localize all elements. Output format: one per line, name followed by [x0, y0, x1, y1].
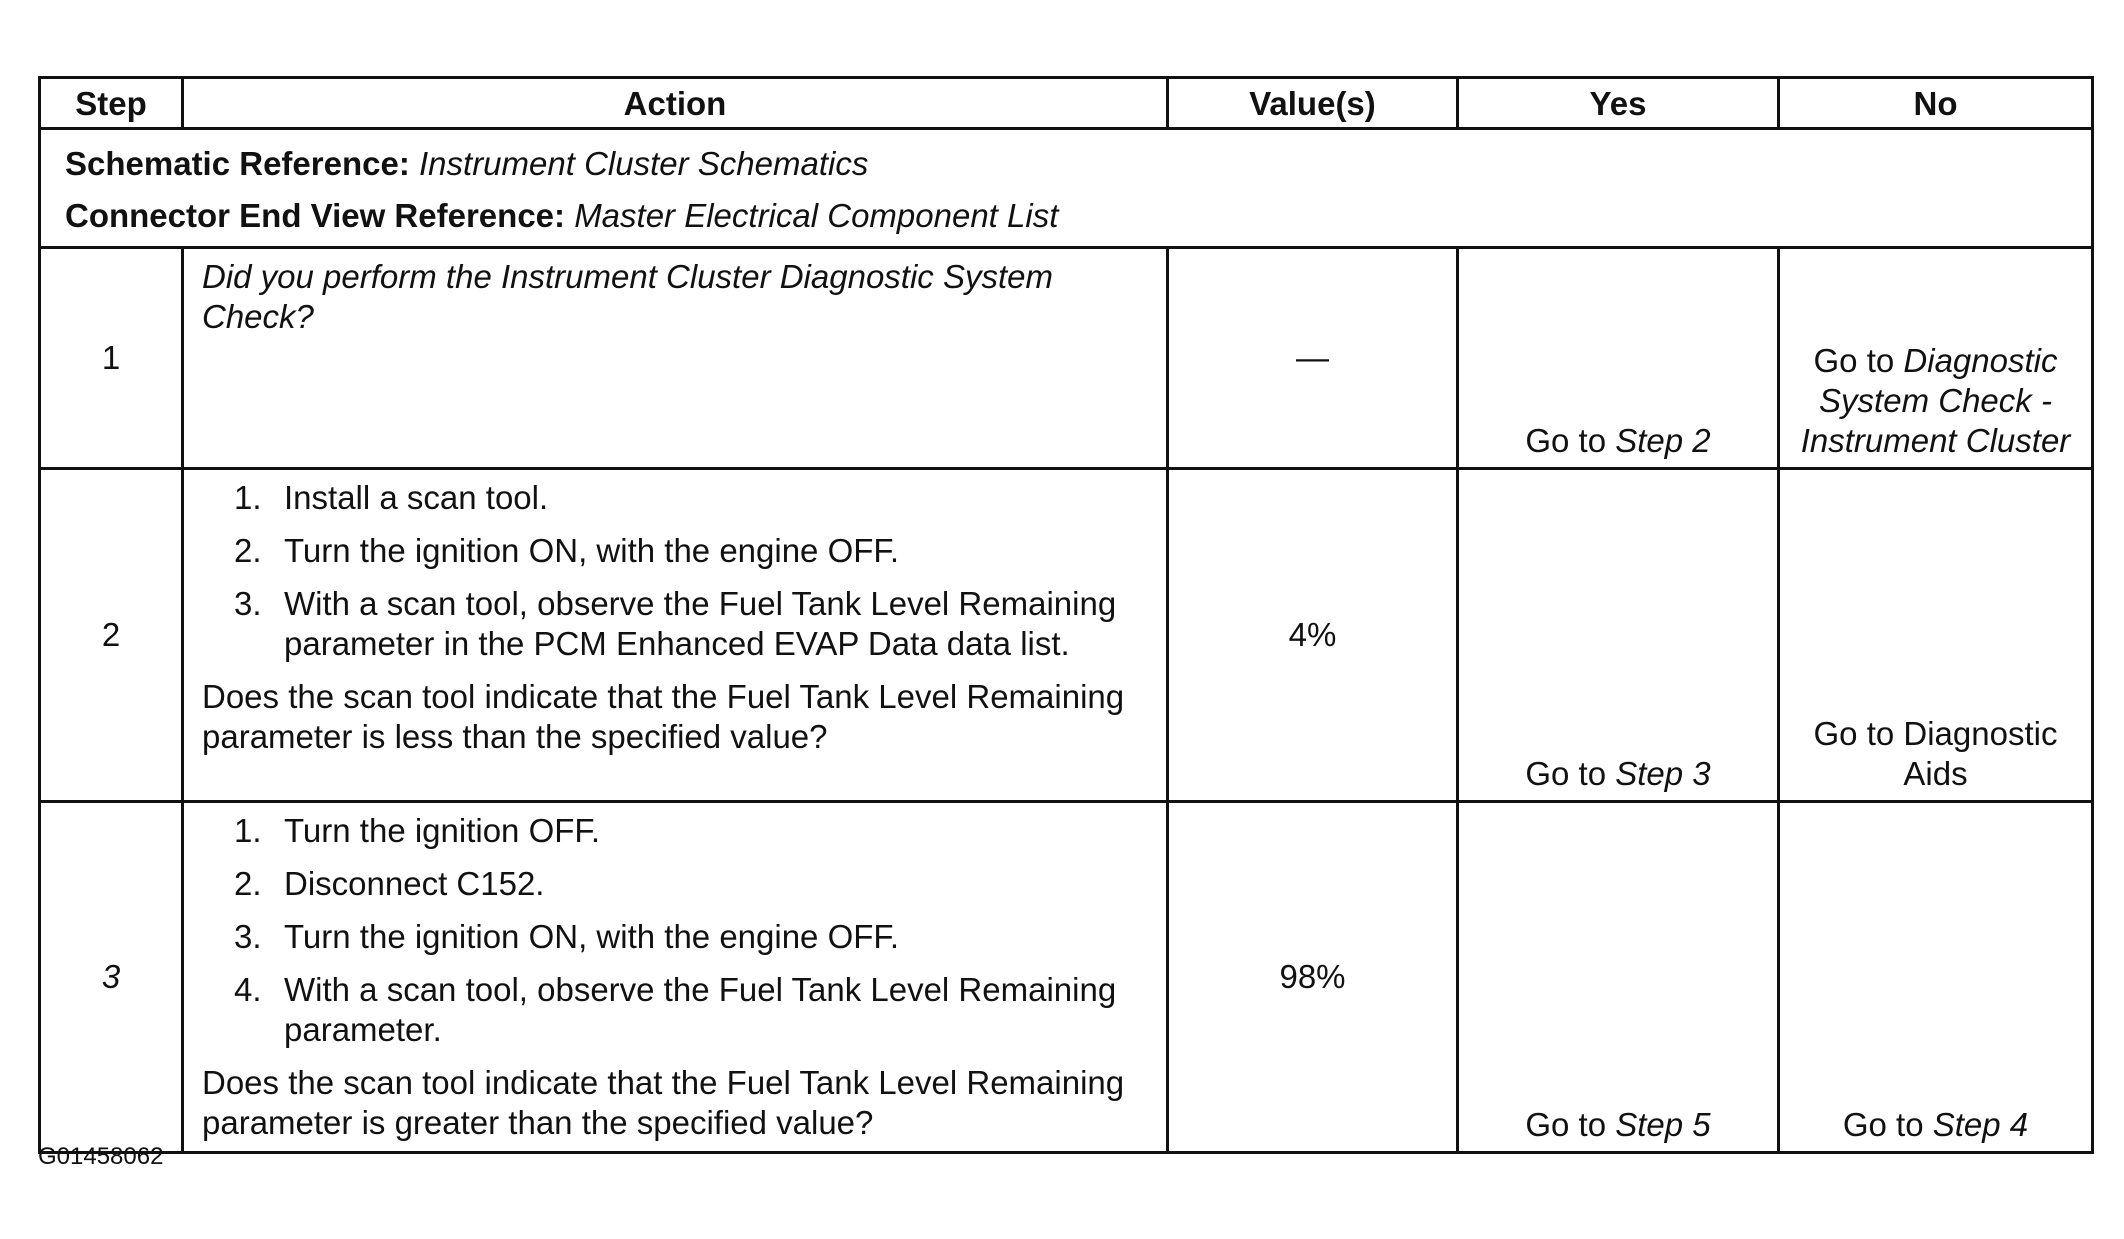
schematic-reference	[65, 138, 2091, 190]
yes-cell	[1458, 469, 1779, 802]
no-diagnostic-link[interactable]: Diagnostic System Check - Instrument Cluster	[1800, 342, 2071, 459]
table-row-step-3	[40, 802, 2093, 1153]
no-cell	[1779, 802, 2093, 1153]
yes-cell	[1458, 248, 1779, 469]
action-item-number: 1.	[234, 812, 262, 849]
action-question: Does the scan tool indicate that the Fuel Tank Level Remaining parameter is less than the specified value?	[202, 678, 1125, 755]
action-item	[202, 811, 1146, 851]
step-number: 1	[40, 248, 183, 469]
connector-reference-label: Connector End View Reference:	[65, 197, 566, 234]
action-list	[202, 811, 1146, 1050]
value-cell: —	[1168, 248, 1458, 469]
header-no: No	[1779, 78, 2093, 129]
action-item-number: 3.	[234, 918, 262, 955]
action-cell	[183, 469, 1168, 802]
action-cell	[183, 248, 1168, 469]
header-row	[40, 78, 2093, 129]
reference-row	[40, 129, 2093, 248]
action-item	[202, 970, 1146, 1050]
table-row-step-2	[40, 469, 2093, 802]
action-item-text: Disconnect C152.	[284, 865, 545, 902]
action-item-number: 1.	[234, 479, 262, 516]
connector-reference	[65, 190, 2091, 242]
no-cell	[1779, 469, 2093, 802]
header-yes: Yes	[1458, 78, 1779, 129]
action-question: Does the scan tool indicate that the Fuel Tank Level Remaining parameter is greater than the specified value?	[202, 1064, 1125, 1141]
schematic-reference-label: Schematic Reference:	[65, 145, 410, 182]
schematic-reference-link[interactable]: Instrument Cluster Schematics	[419, 145, 869, 182]
action-item-number: 2.	[234, 865, 262, 902]
yes-prefix: Go to	[1525, 422, 1607, 459]
header-step: Step	[40, 78, 183, 129]
no-step-link[interactable]: Step 4	[1932, 1106, 2029, 1143]
action-item	[202, 864, 1146, 904]
action-item-number: 4.	[234, 971, 262, 1008]
action-item	[202, 478, 1146, 518]
reference-cell	[40, 129, 2093, 248]
no-prefix: Go to	[1842, 1106, 1924, 1143]
action-item-text: With a scan tool, observe the Fuel Tank Level Remaining parameter in the PCM Enhanced EVAP Data data list.	[284, 585, 1117, 662]
action-item	[202, 584, 1146, 664]
step-number: 3	[40, 802, 183, 1153]
action-item-number: 3.	[234, 585, 262, 622]
action-item-text: Install a scan tool.	[284, 479, 549, 516]
value-cell: 4%	[1168, 469, 1458, 802]
yes-prefix: Go to	[1525, 755, 1607, 792]
action-item-text: Turn the ignition ON, with the engine OFF.	[284, 918, 900, 955]
yes-step-link[interactable]: Step 2	[1615, 422, 1711, 459]
yes-prefix: Go to	[1525, 1106, 1607, 1143]
step-number: 2	[40, 469, 183, 802]
action-item-text: Turn the ignition ON, with the engine OFF.	[284, 532, 900, 569]
action-list	[202, 478, 1146, 664]
value-cell: 98%	[1168, 802, 1458, 1153]
connector-reference-link[interactable]: Master Electrical Component List	[574, 197, 1059, 234]
header-action: Action	[183, 78, 1168, 129]
action-cell	[183, 802, 1168, 1153]
action-item-number: 2.	[234, 532, 262, 569]
action-item-text: Turn the ignition OFF.	[284, 812, 601, 849]
action-question	[202, 257, 1146, 337]
action-question-text: Did you perform the Instrument Cluster Diagnostic System Check?	[202, 258, 1053, 335]
yes-cell	[1458, 802, 1779, 1153]
figure-id: G01458062	[38, 1143, 164, 1170]
action-item	[202, 531, 1146, 571]
no-diagnostic-aids-link[interactable]: Go to Diagnostic Aids	[1813, 715, 2058, 792]
action-item-text: With a scan tool, observe the Fuel Tank Level Remaining parameter.	[284, 971, 1117, 1048]
no-cell	[1779, 248, 2093, 469]
diagnostic-table	[38, 76, 2094, 1154]
header-values: Value(s)	[1168, 78, 1458, 129]
table-row-step-1	[40, 248, 2093, 469]
yes-step-link[interactable]: Step 3	[1615, 755, 1711, 792]
action-item	[202, 917, 1146, 957]
no-prefix: Go to	[1813, 342, 1895, 379]
yes-step-link[interactable]: Step 5	[1615, 1106, 1711, 1143]
